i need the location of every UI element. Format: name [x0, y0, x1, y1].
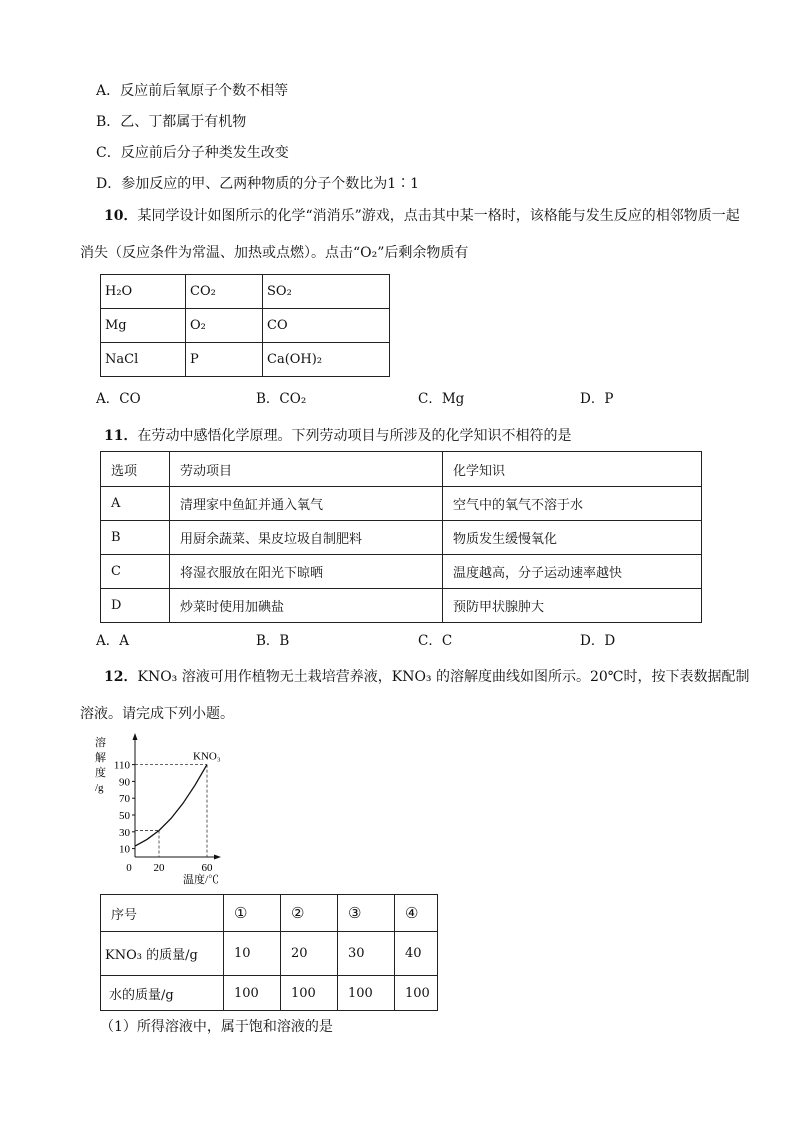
- q10-text-line1: 某同学设计如图所示的化学“消消乐”游戏，点击其中某一格时，该格能与发生反应的相邻物质一起: [137, 208, 740, 224]
- q10-cell: CO₂: [186, 275, 263, 309]
- q12-stem-line1: [104, 667, 749, 687]
- q11-cell: 将湿衣服放在阳光下晾晒: [170, 555, 443, 589]
- q12-cell: 10: [224, 932, 281, 976]
- y-axis-title-char: 溶: [95, 737, 106, 749]
- q11-header: 选项: [101, 452, 170, 487]
- q10-cell: SO₂: [263, 275, 390, 309]
- q12-cell: 100: [395, 976, 438, 1011]
- q10-cell: Ca(OH)₂: [263, 343, 390, 377]
- q11-cell: D: [101, 589, 170, 623]
- q11-text: 在劳动中感悟化学原理。下列劳动项目与所涉及的化学知识不相符的是: [137, 428, 572, 444]
- q10-cell: H₂O: [101, 275, 186, 309]
- series-label: KNO₃: [193, 750, 221, 763]
- x-tick-label: 0: [126, 862, 132, 874]
- q11-choice-d: D．D: [580, 633, 616, 649]
- q12-table: [100, 894, 438, 1011]
- q11-header: 劳动项目: [170, 452, 443, 487]
- q10-cell: CO: [263, 309, 390, 343]
- q11-choice-a: A．A: [96, 633, 129, 649]
- q10-cell: NaCl: [101, 343, 186, 377]
- q12-header: ③: [338, 895, 395, 932]
- x-axis-arrow-icon: [214, 855, 221, 860]
- y-tick-label: 10: [119, 843, 130, 856]
- q12-number: 12．: [104, 669, 138, 685]
- y-axis-title-char: 度: [95, 767, 106, 779]
- q12-header: ④: [395, 895, 438, 932]
- q11-cell: 空气中的氧气不溶于水: [443, 487, 702, 521]
- q12-header: 序号: [101, 895, 224, 932]
- q11-cell: 温度越高，分子运动速率越快: [443, 555, 702, 589]
- x-tick-label: 20: [153, 862, 165, 874]
- q10-choice-d: D．P: [580, 391, 614, 407]
- q10-grid: [100, 274, 390, 377]
- q11-cell: 炒菜时使用加碘盐: [170, 589, 443, 623]
- q9-option-d: D．参加反应的甲、乙两种物质的分子个数比为1∶1: [96, 176, 420, 192]
- q9-option-b: B．乙、丁都属于有机物: [96, 114, 247, 130]
- q12-header: ②: [281, 895, 338, 932]
- q10-text-line2: 消失（反应条件为常温、加热或点燃）。点击“O₂”后剩余物质有: [80, 245, 469, 261]
- solubility-chart: [88, 732, 238, 888]
- q10-cell: O₂: [186, 309, 263, 343]
- q10-cell: Mg: [101, 309, 186, 343]
- y-ticks: [114, 760, 135, 856]
- q9-option-a: A．反应前后氧原子个数不相等: [96, 83, 289, 99]
- q10-choice-a: A．CO: [96, 391, 141, 407]
- y-tick-label: 90: [119, 776, 130, 789]
- q10-stem-line1: [104, 206, 740, 226]
- q12-cell: 100: [281, 976, 338, 1011]
- q12-header: ①: [224, 895, 281, 932]
- q12-cell: 100: [224, 976, 281, 1011]
- x-tick-label: 60: [201, 862, 213, 874]
- q12-cell: 30: [338, 932, 395, 976]
- q12-cell: 40: [395, 932, 438, 976]
- y-axis-arrow-icon: [133, 733, 138, 740]
- guide-lines: [135, 765, 207, 857]
- q9-option-c: C．反应前后分子种类发生改变: [96, 145, 289, 161]
- q11-cell: B: [101, 521, 170, 555]
- q11-header: 化学知识: [443, 452, 702, 487]
- y-tick-label: 110: [113, 759, 130, 772]
- q12-text-line1: KNO₃ 溶液可用作植物无土栽培营养液，KNO₃ 的溶解度曲线如图所示。20℃时，按下表数据配制: [137, 669, 750, 685]
- q11-stem: [104, 426, 571, 446]
- x-axis-title: 温度/℃: [183, 874, 220, 886]
- q11-cell: 清理家中鱼缸并通入氧气: [170, 487, 443, 521]
- q11-cell: A: [101, 487, 170, 521]
- y-tick-label: 30: [119, 826, 130, 839]
- q10-choice-c: C．Mg: [418, 391, 465, 407]
- q12-sub1: （1）所得溶液中，属于饱和溶液的是: [100, 1019, 333, 1035]
- y-axis-title: [95, 735, 106, 794]
- q11-cell: 物质发生缓慢氧化: [443, 521, 702, 555]
- q12-cell: KNO₃ 的质量/g: [101, 932, 224, 976]
- q11-cell: C: [101, 555, 170, 589]
- q11-choice-c: C．C: [418, 633, 453, 649]
- q12-cell: 20: [281, 932, 338, 976]
- y-tick-label: 70: [119, 793, 130, 806]
- q10-cell: P: [186, 343, 263, 377]
- q11-cell: 预防甲状腺肿大: [443, 589, 702, 623]
- q12-cell: 水的质量/g: [101, 976, 224, 1011]
- q11-number: 11．: [104, 428, 138, 444]
- x-ticks: [126, 862, 213, 874]
- q11-choice-b: B．B: [256, 633, 290, 649]
- q12-text-line2: 溶液。请完成下列小题。: [80, 706, 234, 722]
- q11-cell: 用厨余蔬菜、果皮垃圾自制肥料: [170, 521, 443, 555]
- y-axis-title-char: /g: [95, 782, 104, 794]
- q10-choice-b: B．CO₂: [256, 391, 307, 407]
- y-axis-title-char: 解: [95, 752, 106, 764]
- kno3-solubility-curve: [135, 765, 207, 847]
- q10-number: 10．: [104, 208, 138, 224]
- q11-table: [100, 451, 702, 623]
- q12-cell: 100: [338, 976, 395, 1011]
- y-tick-label: 50: [119, 810, 130, 822]
